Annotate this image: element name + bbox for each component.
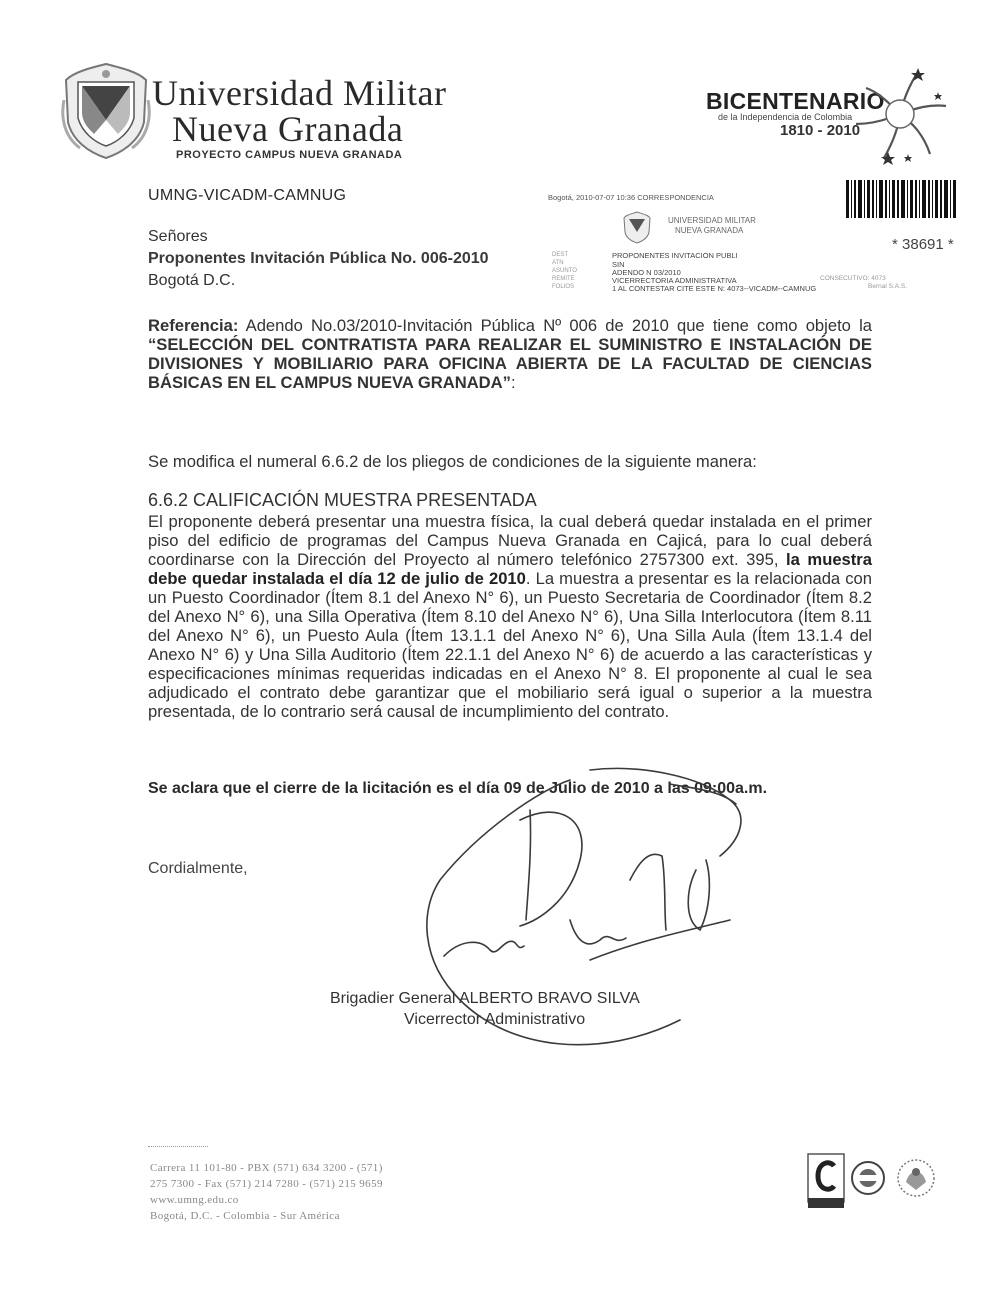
- stamp-value: ADENDO N 03/2010: [612, 268, 681, 277]
- stamp-value: VICERRECTORIA ADMINISTRATIVA: [612, 276, 737, 285]
- project-name: PROYECTO CAMPUS NUEVA GRANADA: [176, 149, 403, 161]
- bicentenario-subtitle: de la Independencia de Colombia: [718, 112, 853, 122]
- bicentenario-star-logo: [848, 62, 952, 166]
- iqnet-certification-icon: [852, 1162, 884, 1194]
- university-name-line1: Universidad Militar: [152, 73, 447, 113]
- stamp-consecutive: CONSECUTIVO: 4073: [820, 275, 886, 282]
- stamp-university-line2: NUEVA GRANADA: [675, 226, 744, 235]
- footer-website: www.umng.edu.co: [150, 1194, 239, 1206]
- closing-salutation: Cordialmente,: [148, 860, 248, 877]
- section-text-1: El proponente deberá presentar una muestra física, la cual deberá quedar instalada en el primer piso del edificio de programas del Campus Nueva Granada en Cajicá, para lo cual deberá coordinarse con la Dirección del Proyecto al número telefónico 2757300 ext. 395,: [148, 512, 872, 569]
- reference-object: “SELECCIÓN DEL CONTRATISTA PARA REALIZAR EL SUMINISTRO E INSTALACIÓN DE DIVISIONES Y MOBILIARIO PARA OFICINA ABIERTA DE LA FACULTAD DE CIENCIAS BÁSICAS EN EL CAMPUS NUEVA GRANADA”: [148, 335, 872, 392]
- reference-paragraph: [148, 316, 872, 392]
- greeting: Señores: [148, 228, 208, 245]
- accreditation-seal-icon: [898, 1160, 934, 1196]
- stamp-label: ATN: [552, 260, 564, 266]
- footer-divider: [148, 1146, 208, 1147]
- clarification-line: Se aclara que el cierre de la licitación es el día 09 de Julio de 2010 a las 09:00a.m.: [148, 780, 768, 797]
- signer-title: Vicerrector Administrativo: [404, 1011, 586, 1028]
- stamp-header: Bogotá, 2010-07-07 10:36 CORRESPONDENCIA: [548, 193, 714, 202]
- intro-paragraph: Se modifica el numeral 6.6.2 de los pliegos de condiciones de la siguiente manera:: [148, 452, 757, 471]
- reference-end: :: [510, 373, 516, 392]
- certification-logos: [806, 1148, 940, 1214]
- section-title: 6.6.2 CALIFICACIÓN MUESTRA PRESENTADA: [148, 490, 537, 510]
- stamp-label: REMITE: [552, 276, 575, 282]
- addressee-line2: Bogotá D.C.: [148, 272, 236, 289]
- university-crest-logo: [60, 60, 152, 160]
- stamp-value: SIN: [612, 260, 625, 269]
- stamp-university-line1: UNIVERSIDAD MILITAR: [668, 216, 756, 225]
- footer-location: Bogotá, D.C. - Colombia - Sur América: [150, 1210, 340, 1222]
- stamp-label: DEST: [552, 252, 569, 258]
- barcode: [846, 180, 958, 218]
- stamp-value: PROPONENTES INVITACION PUBLI: [612, 251, 738, 260]
- bicentenario-years: 1810 - 2010: [780, 122, 861, 139]
- stamp-label: ASUNTO: [552, 268, 577, 274]
- stamp-company: Bernal S.A.S.: [868, 283, 908, 290]
- section-bold-date: la muestra debe quedar instalada el día 12 de julio de 2010: [148, 550, 872, 588]
- section-text-2: . La muestra a presentar es la relacionada con un Puesto Coordinador (Ítem 8.1 del Anexo N° 6), un Puesto Secretaria de Coordinador (Ítem 8.2 del Anexo N° 6), una Silla Operativa (Ítem 8.10 del Anexo N° 6), Una Silla Interlocutora (Ítem 8.11 del Anexo N° 6), un Puesto Aula (Ítem 13.1.1 del Anexo N° 6), Una Silla Aula (Ítem 13.1.4 del Anexo N° 6) y Una Silla Auditorio (Ítem 22.1.1 del Anexo N° 6) de acuerdo a las características y especificaciones mínimas requeridas indicadas en el Anexo N° 8. El proponente al cual le sea adjudicado el contrato debe garantizar que el mobiliario será igual o superior a la muestra presentada, de lo contrario será causal de incumplimiento del contrato.: [148, 569, 873, 721]
- addressee-line1: Proponentes Invitación Pública No. 006-2010: [148, 250, 489, 267]
- reference-text: Adendo No.03/2010-Invitación Pública Nº 006 de 2010 que tiene como objeto la: [238, 316, 872, 335]
- stamp-value: 1 AL CONTESTAR CITE ESTE N: 4073--VICADM--CAMNUG: [612, 284, 817, 293]
- section-paragraph: [148, 512, 872, 721]
- stamp-label: FOLIOS: [552, 284, 575, 290]
- footer-phone: 275 7300 - Fax (571) 214 7280 - (571) 215 9659: [150, 1178, 383, 1190]
- signer-name: Brigadier General ALBERTO BRAVO SILVA: [330, 990, 640, 1007]
- icontec-certification-icon: [808, 1154, 844, 1208]
- reference-code: UMNG-VICADM-CAMNUG: [148, 187, 347, 204]
- university-name-line2: Nueva Granada: [172, 109, 404, 149]
- barcode-number: * 38691 *: [892, 236, 954, 253]
- reference-label: Referencia:: [148, 316, 239, 335]
- stamp-crest-icon: [622, 210, 652, 244]
- bicentenario-title: BICENTENARIO: [706, 88, 885, 114]
- footer-address: Carrera 11 101-80 - PBX (571) 634 3200 - (571): [150, 1162, 383, 1174]
